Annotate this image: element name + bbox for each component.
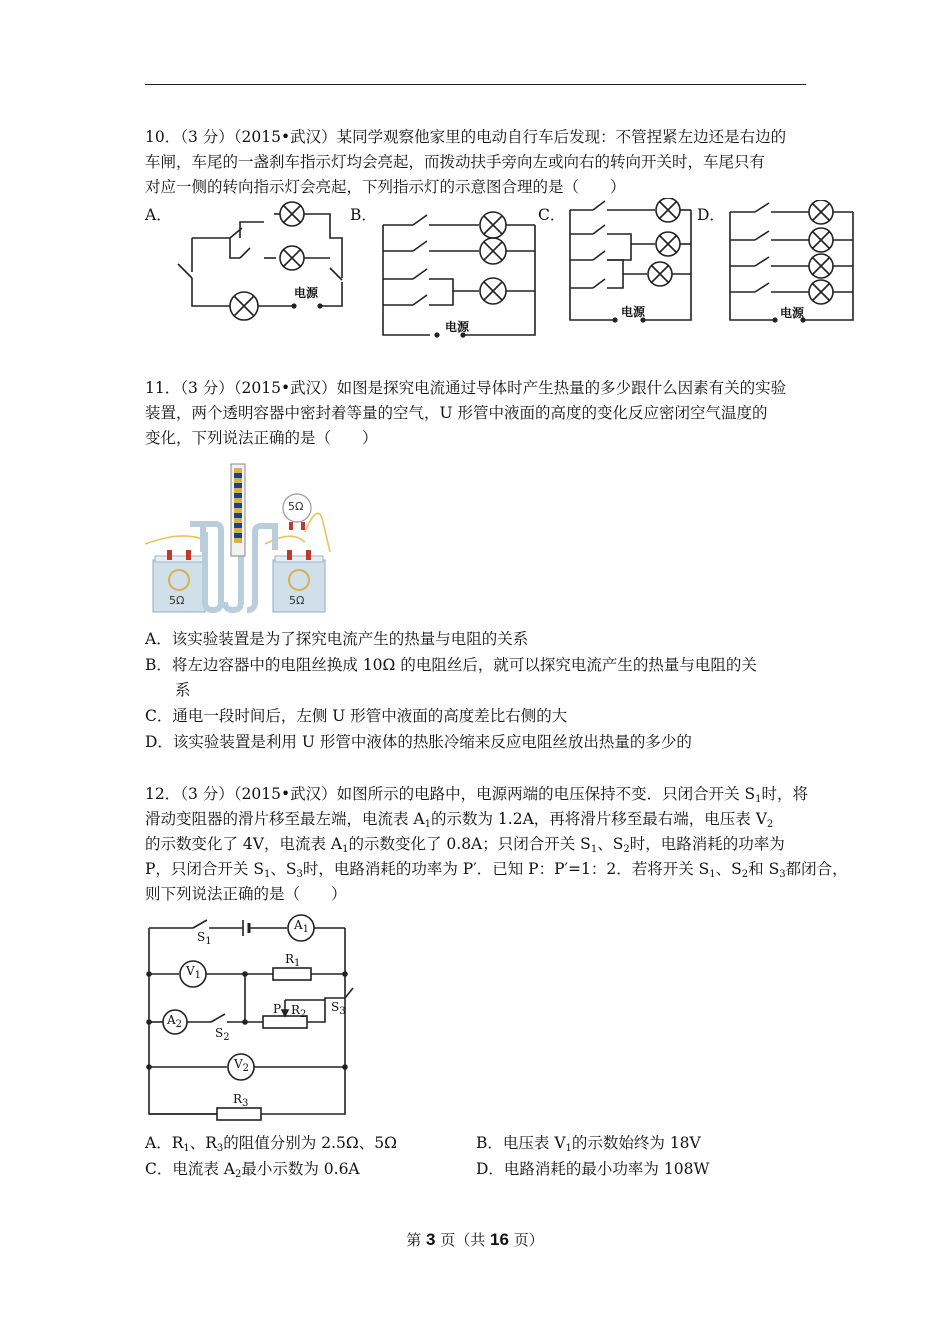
q10-figure-b [375,205,545,340]
header-rule [145,84,806,85]
q12-v1-label: $V_1$ [186,964,202,981]
q12-line-3: 的示数变化了 4V，电流表 $A_1$的示数变化了 0.8A；只闭合开关 $S_1$、$S_2$时，电路消耗的功率为 [145,835,785,855]
q11-option-a: A．该实验装置是为了探究电流产生的热量与电阻的关系 [145,630,529,648]
q12-circuit-figure [145,912,360,1122]
current-page-number: 3 [426,1230,436,1249]
q10-figure-a [170,200,360,330]
q10-option-a-label: A． [145,206,172,224]
q10-line-2: 车闸，车尾的一盏刹车指示灯均会亮起，而拨动扶手旁向左或向右的转向开关时，车尾只有 [145,153,766,171]
q11-option-c: C．通电一段时间后，左侧 U 形管中液面的高度差比右侧的大 [145,707,568,725]
q12-r2-label: $R_2$ [291,1003,307,1020]
q12-option-a: A．$R_1$、$R_3$的阻值分别为 2.5Ω、5Ω [145,1134,397,1154]
q10-option-b-label: B． [350,206,377,224]
q10-line-3: 对应一侧的转向指示灯会亮起，下列指示灯的示意图合理的是（ ） [145,178,626,196]
q10-figure-c [565,198,700,323]
q11-apparatus-figure [145,462,335,617]
q12-line-5: 则下列说法正确的是（ ） [145,885,347,903]
q12-s3-label: $S_3$ [331,1000,346,1017]
q12-v2-label: $V_2$ [234,1057,250,1074]
q12-r3-label: $R_3$ [233,1092,249,1109]
q11-right-resistor-label: 5Ω [289,594,305,607]
q12-line-1: 12．（3 分）（2015•武汉）如图所示的电路中，电源两端的电压保持不变．只闭合开关 $S_1$时，将 [145,785,809,805]
q10-line-1: 10．（3 分）（2015•武汉）某同学观察他家里的电动自行车后发现：不管捏紧左边还是右边的 [145,128,787,146]
q10-d-source-label: 电源 [780,306,805,320]
q12-s1-label: $S_1$ [197,930,212,947]
q10-figure-d [725,200,860,325]
q11-option-b-continued: 系 [175,681,191,699]
total-pages: 16 [490,1230,509,1249]
q12-a2-label: $A_2$ [167,1013,183,1030]
page-footer: 第 3 页（共 16 页） [406,1230,544,1249]
q12-line-2: 滑动变阻器的滑片移至最左端，电流表 $A_1$的示数为 1.2A，再将滑片移至最右端，电压表 $V_2$ [145,810,774,830]
q11-left-resistor-label: 5Ω [169,594,185,607]
q12-option-c: C．电流表 $A_2$最小示数为 0.6A [145,1160,360,1180]
q12-option-b: B．电压表 $V_1$的示数始终为 18V [476,1134,701,1154]
q11-option-d: D．该实验装置是利用 U 形管中液体的热胀冷缩来反应电阻丝放出热量的多少的 [145,733,692,751]
q11-option-b: B．将左边容器中的电阻丝换成 10Ω 的电阻丝后，就可以探究电流产生的热量与电阻的关 [145,656,757,674]
q12-option-d: D．电路消耗的最小功率为 108W [476,1160,710,1178]
q11-external-resistor-label: 5Ω [288,500,304,513]
q11-line-3: 变化，下列说法正确的是（ ） [145,429,378,447]
q10-option-c-label: C． [538,206,566,224]
q12-line-4: P，只闭合开关 $S_1$、$S_3$时，电路消耗的功率为 P′．已知 P：P′=1：2．若将开关 $S_1$、$S_2$和 $S_3$都闭合， [145,860,848,880]
q11-line-2: 装置，两个透明容器中密封着等量的空气，U 形管中液面的高度的变化反应密闭空气温度的 [145,404,768,422]
q12-a1-label: $A_1$ [294,918,310,935]
q10-b-source-label: 电源 [445,320,470,334]
q12-r1-label: $R_1$ [285,952,301,969]
q10-a-source-label: 电源 [294,286,319,300]
q10-option-d-label: D． [697,206,725,224]
q10-c-source-label: 电源 [621,305,646,319]
q11-line-1: 11．（3 分）（2015•武汉）如图是探究电流通过导体时产生热量的多少跟什么因素有关的实验 [145,379,787,397]
q12-s2-label: $S_2$ [215,1026,230,1043]
q12-p-label: P [273,1002,282,1016]
